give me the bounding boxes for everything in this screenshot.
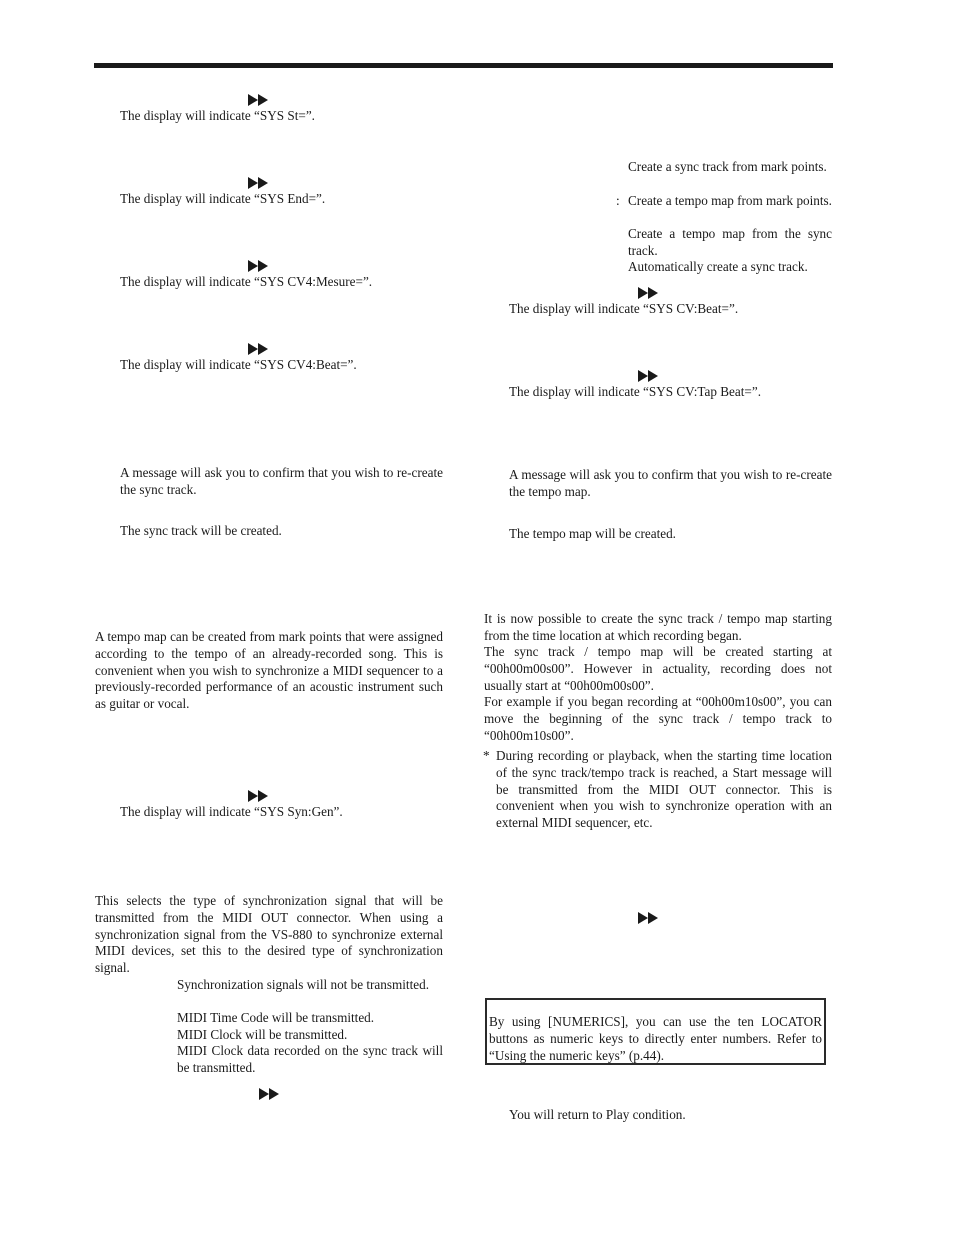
colon-mark: :	[616, 193, 620, 208]
step-text: The display will indicate “SYS End=”.	[120, 191, 326, 206]
fast-forward-icon	[638, 370, 660, 382]
step-text: The display will indicate “SYS St=”.	[120, 108, 315, 123]
function-option: Create a sync track from mark points.	[628, 159, 827, 174]
fast-forward-icon	[248, 260, 270, 272]
header-rule	[94, 63, 833, 68]
fast-forward-icon	[638, 912, 660, 924]
fast-forward-icon	[259, 1088, 281, 1100]
function-option: Automatically create a sync track.	[628, 259, 808, 274]
sync-option: Synchronization signals will not be transmitted.	[177, 977, 429, 992]
step-text: The display will indicate “SYS CV4:Beat=”.	[120, 357, 357, 372]
fast-forward-icon	[248, 343, 270, 355]
result-text: You will return to Play condition.	[509, 1107, 686, 1122]
tip-box: By using [NUMERICS], you can use the ten LOCATOR buttons as numeric keys to directly enter numbers. Refer to “Using the numeric keys” (p.44).	[485, 998, 826, 1065]
step-text: The display will indicate “SYS CV:Beat=”.	[509, 301, 739, 316]
sync-option: MIDI Clock data recorded on the sync track will be transmitted.	[177, 1043, 443, 1075]
fast-forward-icon	[248, 177, 270, 189]
fast-forward-icon	[248, 790, 270, 802]
step-text: The display will indicate “SYS CV:Tap Beat=”.	[509, 384, 762, 399]
confirm-text: A message will ask you to confirm that you wish to re-create the tempo map.	[509, 467, 832, 499]
intro-paragraph: A tempo map can be created from mark points that were assigned according to the tempo of an already-recorded song. This is convenient when you wish to synchronize a MIDI sequencer to a previously-recorded performance of an acoustic instrument such as guitar or vocal.	[95, 629, 443, 712]
note-item	[483, 748, 832, 832]
sync-description: This selects the type of synchronization signal that will be transmitted from the MIDI OUT connector. When using a synchronization signal from the VS-880 to synchronize external MIDI devices, set this to the desired type of synchronization signal.	[95, 893, 443, 976]
fast-forward-icon	[248, 94, 270, 106]
note-asterisk: *	[483, 748, 490, 763]
function-option: Create a tempo map from mark points.	[628, 193, 832, 208]
step-text: The display will indicate “SYS CV4:Mesure=”.	[120, 274, 373, 289]
result-text: The tempo map will be created.	[509, 526, 676, 541]
function-option: Create a tempo map from the sync track.	[628, 226, 832, 258]
info-paragraph: For example if you began recording at “00h00m10s00”, you can move the beginning of the sync track / tempo track to “00h00m10s00”.	[484, 694, 832, 743]
step-text: The display will indicate “SYS Syn:Gen”.	[120, 804, 343, 819]
confirm-text: A message will ask you to confirm that you wish to re-create the sync track.	[120, 465, 443, 497]
info-paragraph: It is now possible to create the sync track / tempo map starting from the time location at which recording began.	[484, 611, 832, 643]
sync-option: MIDI Time Code will be transmitted.	[177, 1010, 375, 1025]
result-text: The sync track will be created.	[120, 523, 282, 538]
fast-forward-icon	[638, 287, 660, 299]
sync-option: MIDI Clock will be transmitted.	[177, 1027, 348, 1042]
info-paragraph: The sync track / tempo map will be created starting at “00h00m00s00”. However in actuality, recording does not usually start at “00h00m00s00”.	[484, 644, 832, 693]
note-text: During recording or playback, when the starting time location of the sync track/tempo track is reached, a Start message will be transmitted from the MIDI OUT connector. This is convenient when you wish to synchronize operation with an external MIDI sequencer, etc.	[496, 748, 832, 831]
